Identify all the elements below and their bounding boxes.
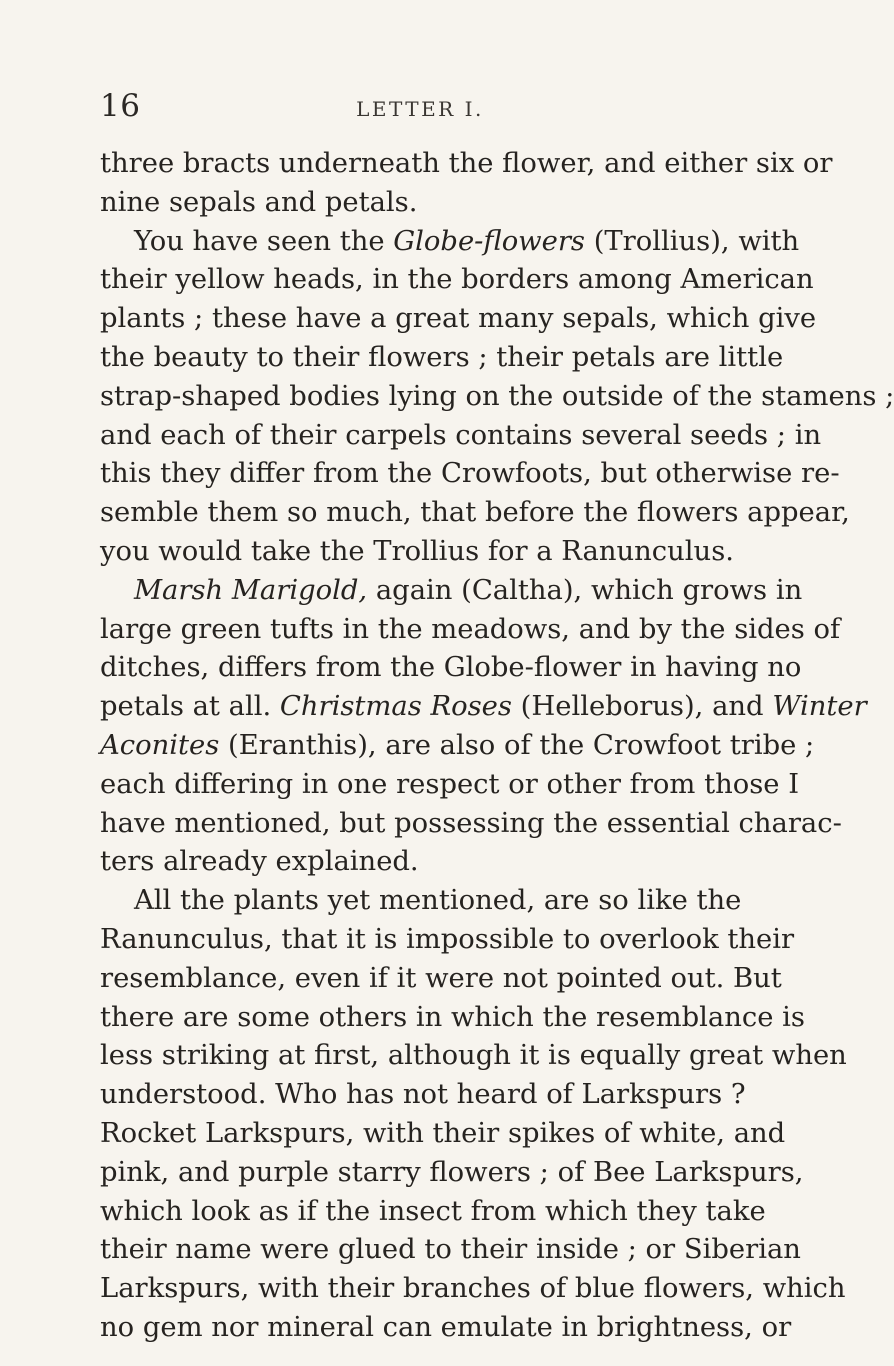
- text-segment: All the plants yet mentioned, are so like the: [134, 885, 742, 917]
- text-segment: strap-shaped bodies lying on the outside of the stamens ;: [100, 380, 894, 412]
- text-segment: ditches, differs from the Globe-flower in having no: [100, 652, 802, 684]
- text-line: [100, 688, 867, 727]
- text-segment: each differing in one respect or other from those I: [100, 768, 800, 800]
- text-segment: (Eranthis), are also of the Crowfoot tribe ;: [219, 729, 815, 761]
- text-line: [100, 1309, 792, 1348]
- text-segment: and each of their carpels contains several seeds ; in: [100, 419, 822, 451]
- text-segment: again (Caltha), which grows in: [367, 574, 803, 606]
- text-line: [100, 921, 795, 960]
- text-line: [100, 339, 784, 378]
- text-line: [100, 455, 840, 494]
- text-line: [100, 843, 726, 882]
- text-segment: have mentioned, but possessing the essential charac-: [100, 807, 842, 839]
- text-segment: (Trollius), with: [585, 225, 800, 257]
- text-segment: Larkspurs, with their branches of blue flowers, which: [100, 1273, 846, 1305]
- italic-text: Christmas Roses: [279, 691, 512, 723]
- text-line: [100, 261, 814, 300]
- page-header: [100, 84, 700, 128]
- text-segment: understood. Who has not heard of Larkspurs ?: [100, 1079, 746, 1111]
- text-line: [100, 1270, 846, 1309]
- text-segment: the beauty to their flowers ; their petals are little: [100, 341, 784, 373]
- italic-text: Marsh Marigold,: [134, 574, 368, 606]
- text-segment: nine sepals and petals.: [100, 186, 418, 218]
- text-line: [100, 572, 803, 611]
- text-line: [100, 1231, 801, 1270]
- text-segment: less striking at first, although it is equally great when: [100, 1040, 847, 1072]
- text-segment: their name were glued to their inside ; or Siberian: [100, 1234, 801, 1266]
- text-segment: pink, and purple starry flowers ; of Bee Larkspurs,: [100, 1156, 804, 1188]
- text-segment: which look as if the insect from which they take: [100, 1195, 766, 1227]
- text-line: [100, 533, 734, 572]
- text-segment: You have seen the: [134, 225, 394, 257]
- running-head: LETTER I.: [356, 97, 484, 121]
- page-number: 16: [100, 88, 141, 124]
- italic-text: Globe-flowers: [393, 225, 585, 257]
- text-segment: resemblance, even if it were not pointed out. But: [100, 962, 782, 994]
- body-text: [100, 145, 894, 1348]
- text-segment: Rocket Larkspurs, with their spikes of white, and: [100, 1117, 786, 1149]
- text-line: [100, 417, 822, 456]
- text-line: [100, 649, 802, 688]
- text-segment: you would take the Trollius for a Ranunculus.: [100, 535, 734, 567]
- text-segment: no gem nor mineral can emulate in brightness, or: [100, 1311, 792, 1343]
- text-line: [100, 611, 841, 650]
- text-segment: plants ; these have a great many sepals, which give: [100, 303, 817, 335]
- text-segment: this they differ from the Crowfoots, but otherwise re-: [100, 458, 840, 490]
- text-line: [100, 300, 817, 339]
- text-line: [100, 1037, 847, 1076]
- text-segment: Ranunculus, that it is impossible to overlook their: [100, 923, 795, 955]
- text-segment: large green tufts in the meadows, and by the sides of: [100, 613, 841, 645]
- text-line: [100, 805, 842, 844]
- text-line: [100, 378, 894, 417]
- text-line: [100, 1115, 786, 1154]
- text-segment: three bracts underneath the flower, and either six or: [100, 148, 833, 179]
- text-line: [100, 766, 800, 805]
- text-line: [100, 960, 782, 999]
- text-line: [100, 223, 800, 262]
- italic-text: Winter: [772, 691, 867, 723]
- text-segment: their yellow heads, in the borders among American: [100, 264, 814, 296]
- text-line: [100, 145, 833, 184]
- text-line: [100, 727, 815, 766]
- text-line: [100, 494, 850, 533]
- text-segment: there are some others in which the resemblance is: [100, 1001, 805, 1033]
- text-line: [100, 882, 742, 921]
- text-line: [100, 1154, 804, 1193]
- text-line: [100, 1193, 766, 1232]
- text-line: [100, 184, 726, 223]
- text-segment: (Helleborus), and: [511, 691, 773, 723]
- text-line: [100, 1076, 746, 1115]
- text-line: [100, 999, 805, 1038]
- italic-text: Aconites: [100, 729, 220, 761]
- text-segment: semble them so much, that before the flowers appear,: [100, 497, 850, 529]
- text-segment: ters already explained.: [100, 846, 419, 878]
- text-segment: petals at all.: [100, 691, 280, 723]
